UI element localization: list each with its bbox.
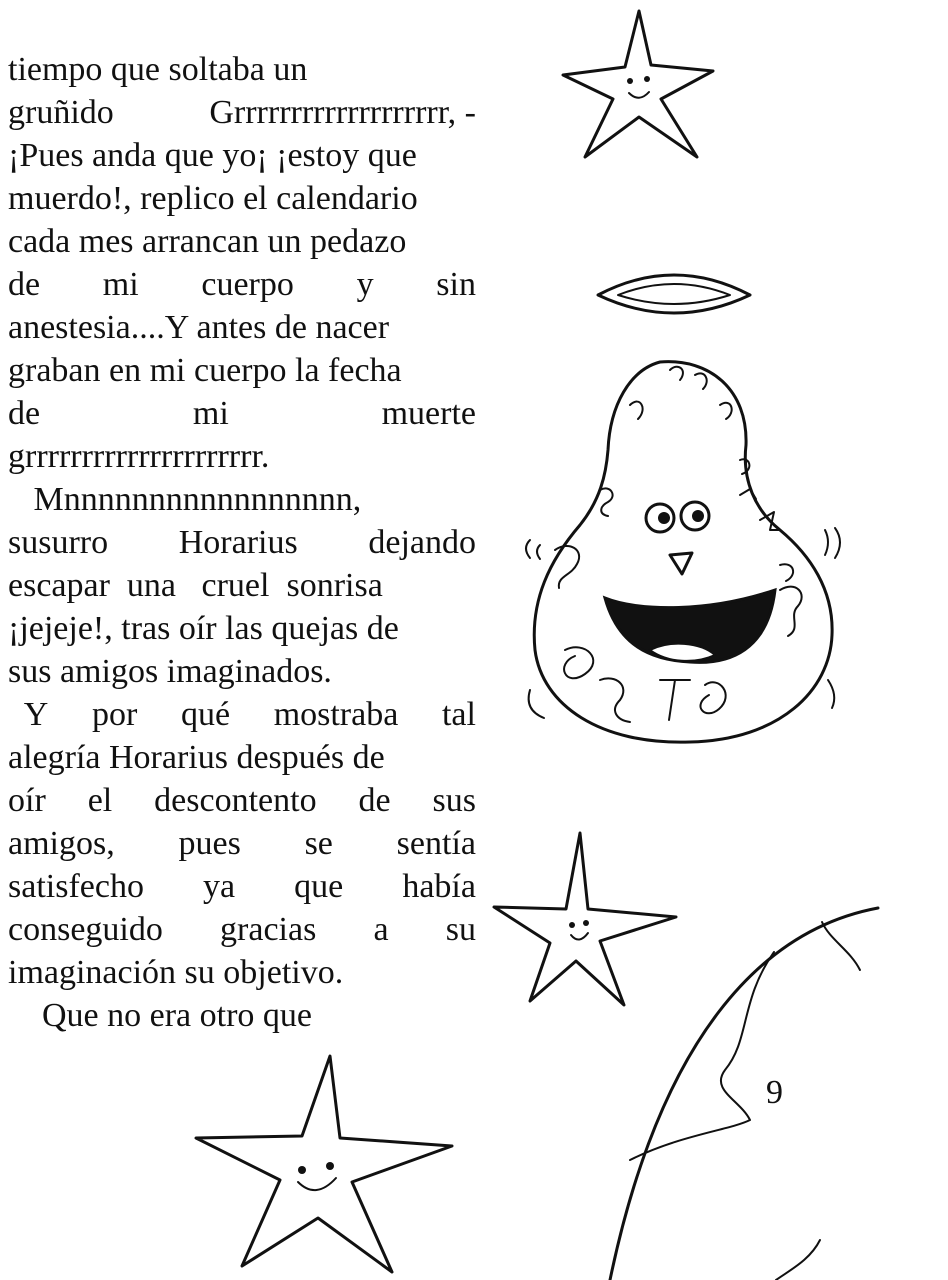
text-line: oír el descontento de sus — [8, 782, 476, 819]
smiling-star-icon — [555, 5, 725, 165]
text-line: graban en mi cuerpo la fecha — [8, 352, 402, 389]
halo-icon — [590, 265, 760, 325]
smiling-star-icon — [190, 1050, 460, 1280]
text-line: sus amigos imaginados. — [8, 653, 332, 690]
text-line: grrrrrrrrrrrrrrrrrrrrr. — [8, 438, 270, 475]
text-line: susurro Horarius dejando — [8, 524, 476, 561]
text-line: de mi cuerpo y sin — [8, 266, 476, 303]
text-line: gruñido Grrrrrrrrrrrrrrrrrrr, - — [8, 94, 476, 131]
story-text — [8, 48, 476, 1037]
text-line: cada mes arrancan un pedazo — [8, 223, 407, 260]
text-line: escapar una cruel sonrisa — [8, 567, 383, 604]
clock-character-icon — [510, 350, 870, 750]
text-line: ¡jejeje!, tras oír las quejas de — [8, 610, 399, 647]
text-line: muerdo!, replico el calendario — [8, 180, 418, 217]
page-number: 9 — [766, 1074, 783, 1111]
text-line: ¡Pues anda que yo¡ ¡estoy que — [8, 137, 417, 174]
text-line: imaginación su objetivo. — [8, 954, 344, 991]
text-line: Que no era otro que — [8, 997, 313, 1034]
text-line: satisfecho ya que había — [8, 868, 476, 905]
earth-globe-icon — [590, 880, 890, 1280]
text-line: alegría Horarius después de — [8, 739, 385, 776]
text-line: conseguido gracias a su — [8, 911, 476, 948]
text-line: amigos, pues se sentía — [8, 825, 476, 862]
text-line: tiempo que soltaba un — [8, 51, 308, 88]
text-line: anestesia....Y antes de nacer — [8, 309, 390, 346]
text-line: Mnnnnnnnnnnnnnnnnn, — [8, 481, 362, 518]
text-line: de mi muerte — [8, 395, 476, 432]
text-line: Y por qué mostraba tal — [8, 696, 476, 733]
